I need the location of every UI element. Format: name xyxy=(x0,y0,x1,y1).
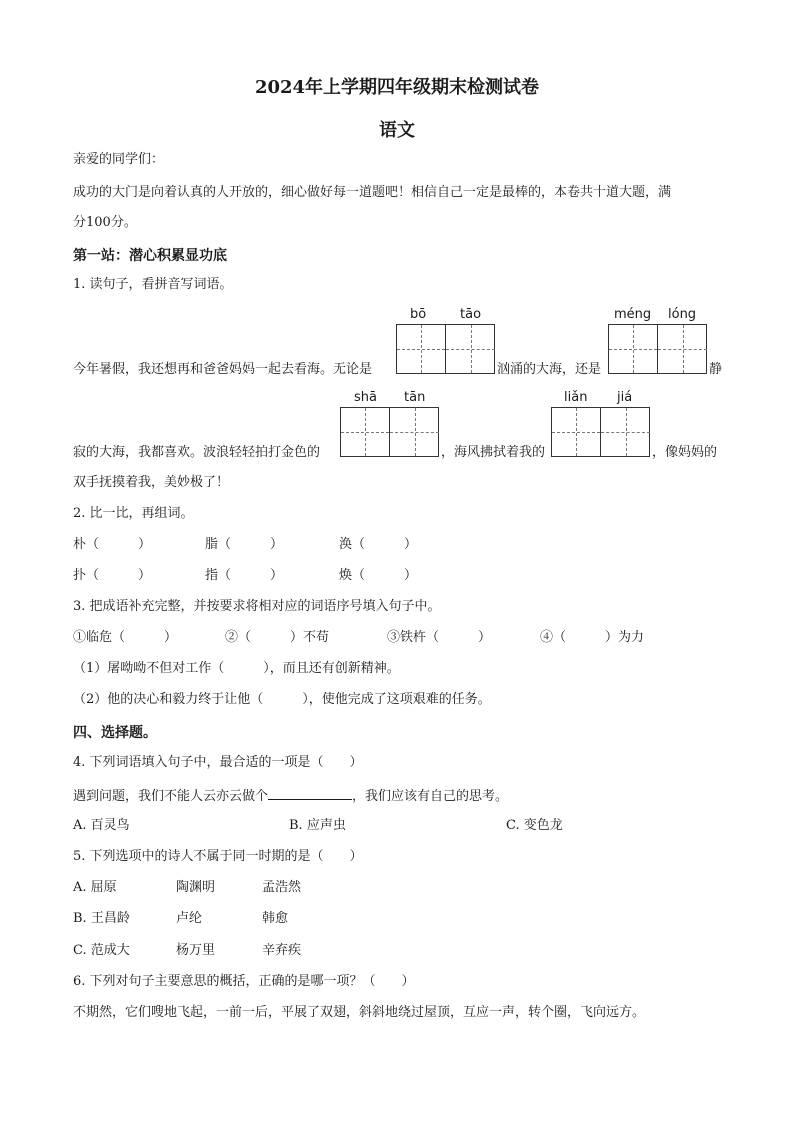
q4-answer-blank[interactable] xyxy=(268,787,352,800)
pinyin-tan: tān xyxy=(404,390,426,405)
q3-sentence-1: （1）屠呦呦不但对工作（ ），而且还有创新精神。 xyxy=(73,661,400,676)
q2-item-6[interactable]: 焕（ ） xyxy=(339,568,418,583)
q3-prompt: 3. 把成语补充完整，并按要求将相对应的词语序号填入句子中。 xyxy=(73,599,441,614)
q5-option-b-poet-2: 卢纶 xyxy=(176,911,203,926)
q1-line-1b: 汹涌的大海，还是 xyxy=(497,362,602,377)
pinyin-tao: tāo xyxy=(460,307,482,322)
q1-line-1a: 今年暑假，我还想再和爸爸妈妈一起去看海。无论是 xyxy=(73,362,373,377)
q1-line-2b: ，海风拂拭着我的 xyxy=(441,445,546,460)
pinyin-sha: shā xyxy=(354,390,377,405)
q4-option-b[interactable]: B. 应声虫 xyxy=(289,818,346,833)
q5-option-a[interactable]: A. 屈原 xyxy=(73,880,117,895)
writing-grid-botao[interactable] xyxy=(396,324,495,374)
writing-grid-lianjia[interactable] xyxy=(551,407,650,457)
q1-line-3: 双手抚摸着我，美妙极了！ xyxy=(73,475,230,490)
q4-sentence xyxy=(73,787,508,805)
pinyin-jia: jiá xyxy=(617,390,633,405)
q3-idiom-2[interactable]: ②（ ）不苟 xyxy=(225,630,330,645)
q3-idiom-3[interactable]: ③铁杵（ ） xyxy=(387,630,492,645)
intro-line-1: 成功的大门是向着认真的人开放的，细心做好每一道题吧！相信自己一定是最棒的，本卷共十道大题，满 xyxy=(73,185,672,200)
q2-item-2[interactable]: 脂（ ） xyxy=(205,537,284,552)
q5-option-c[interactable]: C. 范成大 xyxy=(73,943,130,958)
q2-prompt: 2. 比一比，再组词。 xyxy=(73,506,194,521)
q6-sentence: 不期然，它们嗖地飞起，一前一后，平展了双翅，斜斜地绕过屋顶，互应一声，转个圈，飞向远方。 xyxy=(73,1005,646,1020)
q2-item-3[interactable]: 涣（ ） xyxy=(339,537,418,552)
q1-line-2a: 寂的大海，我都喜欢。波浪轻轻拍打金色的 xyxy=(73,445,321,460)
exam-title: 2024年上学期四年级期末检测试卷 xyxy=(254,77,540,98)
subject-title: 语文 xyxy=(379,120,415,141)
writing-grid-shatan[interactable] xyxy=(340,407,439,457)
q2-item-5[interactable]: 指（ ） xyxy=(205,568,284,583)
q1-prompt: 1. 读句子，看拼音写词语。 xyxy=(73,277,233,292)
section-heading-1: 第一站：潜心积累显功底 xyxy=(73,248,227,264)
q5-option-c-poet-3: 辛弃疾 xyxy=(262,943,302,958)
q5-prompt: 5. 下列选项中的诗人不属于同一时期的是（ ） xyxy=(73,849,363,864)
q6-prompt: 6. 下列对句子主要意思的概括，正确的是哪一项？（ ） xyxy=(73,974,415,989)
q4-option-c[interactable]: C. 变色龙 xyxy=(506,818,563,833)
q3-idiom-1[interactable]: ①临危（ ） xyxy=(73,630,178,645)
q5-option-a-poet-2: 陶渊明 xyxy=(176,880,216,895)
greeting: 亲爱的同学们： xyxy=(73,152,165,167)
pinyin-bo: bō xyxy=(410,307,427,322)
q4-prompt: 4. 下列词语填入句子中，最合适的一项是（ ） xyxy=(73,755,363,770)
q1-line-2c: ，像妈妈的 xyxy=(652,445,718,460)
q4-sentence-b: ，我们应该有自己的思考。 xyxy=(352,789,509,804)
pinyin-long: lóng xyxy=(668,307,697,322)
q2-item-4[interactable]: 扑（ ） xyxy=(73,568,152,583)
q5-option-a-poet-3: 孟浩然 xyxy=(262,880,302,895)
q4-option-a[interactable]: A. 百灵鸟 xyxy=(73,818,130,833)
q3-idiom-4[interactable]: ④（ ）为力 xyxy=(540,630,645,645)
intro-line-2: 分100分。 xyxy=(73,215,137,230)
q5-option-b[interactable]: B. 王昌龄 xyxy=(73,911,130,926)
q4-sentence-a: 遇到问题，我们不能人云亦云做个 xyxy=(73,789,269,804)
q5-option-c-poet-2: 杨万里 xyxy=(176,943,216,958)
writing-grid-menglong[interactable] xyxy=(608,324,707,374)
q2-item-1[interactable]: 朴（ ） xyxy=(73,537,152,552)
q3-sentence-2: （2）他的决心和毅力终于让他（ ），使他完成了这项艰难的任务。 xyxy=(73,692,491,707)
q1-line-1c: 静 xyxy=(709,362,723,377)
section-heading-4: 四、选择题。 xyxy=(73,725,157,741)
pinyin-meng: méng xyxy=(614,307,652,322)
q5-option-b-poet-3: 韩愈 xyxy=(262,911,289,926)
pinyin-lian: liǎn xyxy=(564,390,588,405)
